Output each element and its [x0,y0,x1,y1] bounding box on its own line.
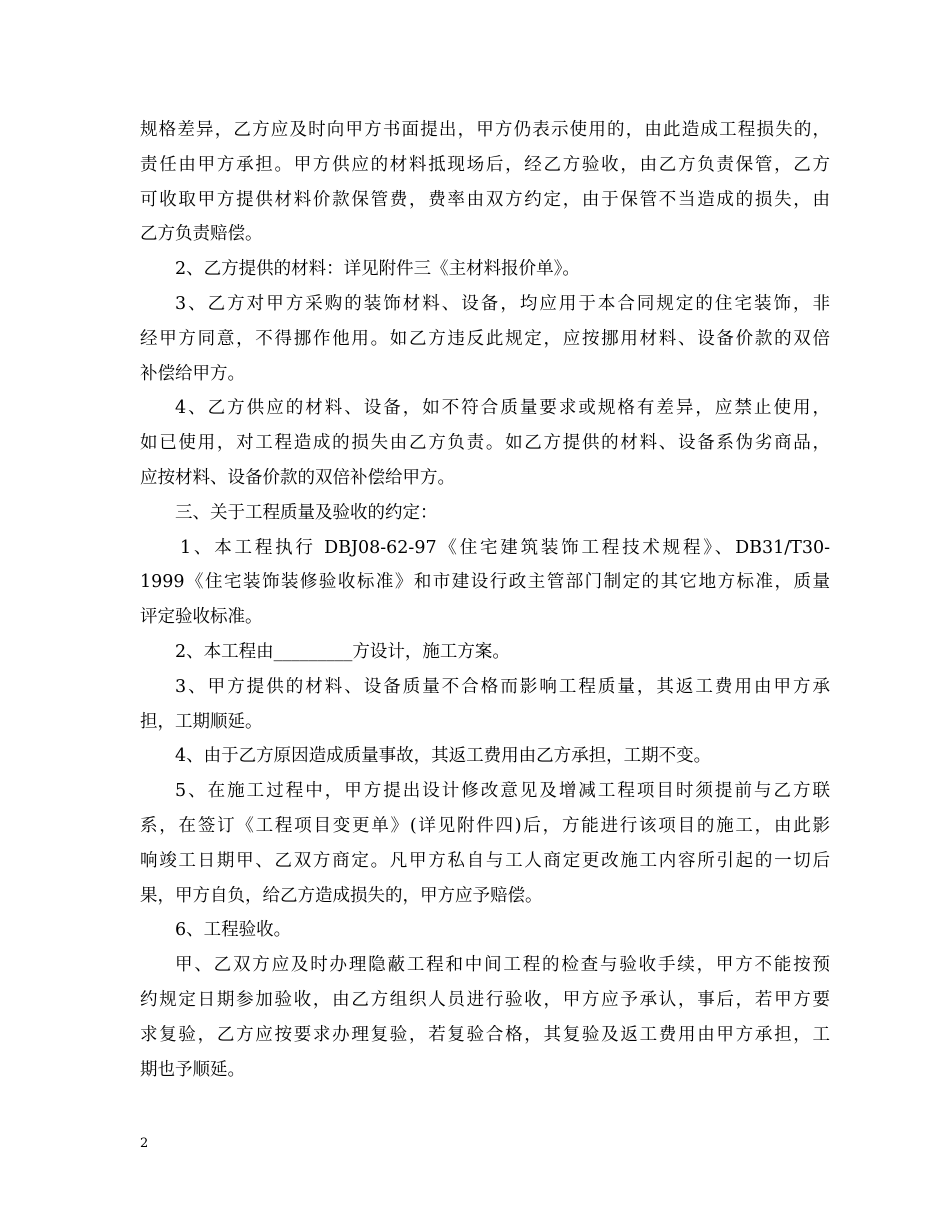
text-line: 应按材料、设备价款的双倍补偿给甲方。 [140,467,455,488]
text-line: 3、甲方提供的材料、设备质量不合格而影响工程质量，其返工费用由甲方承 [175,676,830,697]
text-line: 补偿给甲方。 [140,363,245,384]
text-line: 求复验，乙方应按要求办理复验，若复验合格，其复验及返工费用由甲方承担，工 [140,1024,830,1045]
text-line: 响竣工日期甲、乙双方商定。凡甲方私自与工人商定更改施工内容所引起的一切后 [140,850,830,871]
text-line: 规格差异，乙方应及时向甲方书面提出，甲方仍表示使用的，由此造成工程损失的， [140,120,830,140]
text-line: 约规定日期参加验收，由乙方组织人员进行验收，甲方应予承认，事后，若甲方要 [140,989,830,1010]
text-line: 果，甲方自负，给乙方造成损失的，甲方应予赔偿。 [140,885,543,906]
text-line: 可收取甲方提供材料价款保管费，费率由双方约定，由于保管不当造成的损失，由 [140,189,830,210]
text-line: 2、本工程由_________方设计，施工方案。 [175,641,510,662]
text-line: 3、乙方对甲方采购的装饰材料、设备，均应用于本合同规定的住宅装饰，非 [175,293,830,314]
text-line: 甲、乙双方应及时办理隐蔽工程和中间工程的检查与验收手续，甲方不能按预 [175,955,830,976]
text-line: 5、在施工过程中，甲方提出设计修改意见及增减工程项目时须提前与乙方联 [175,781,830,802]
section-heading: 三、关于工程质量及验收的约定： [175,502,438,523]
text-line: 1999《住宅装饰装修验收标准》和市建设行政主管部门制定的其它地方标准，质量 [140,572,830,593]
text-line: 6、工程验收。 [175,920,292,941]
text-line: 4、由于乙方原因造成质量事故，其返工费用由乙方承担，工期不变。 [175,746,712,767]
text-line: 责任由甲方承担。甲方供应的材料抵现场后，经乙方验收，由乙方负责保管，乙方 [140,154,830,175]
page-number: 2 [140,1136,149,1151]
document-body [140,113,830,1087]
text-line: 如已使用，对工程造成的损失由乙方负责。如乙方提供的材料、设备系伪劣商品， [140,433,830,454]
text-line: 期也予顺延。 [140,1059,245,1080]
text-line: 评定验收标准。 [140,607,263,628]
text-line: 系，在签订《工程项目变更单》(详见附件四)后，方能进行该项目的施工，由此影 [140,815,830,836]
text-line: 2、乙方提供的材料：详见附件三《主材料报价单》。 [175,259,580,280]
text-line: 经甲方同意，不得挪作他用。如乙方违反此规定，应按挪用材料、设备价款的双倍 [140,328,830,349]
text-line: 4、乙方供应的材料、设备，如不符合质量要求或规格有差异，应禁止使用， [175,398,830,419]
text-line: 担，工期顺延。 [140,711,263,732]
text-line: 乙方负责赔偿。 [140,224,263,245]
text-line: 1、本工程执行 DBJ08-62-97《住宅建筑装饰工程技术规程》、DB31/T30- [180,537,830,558]
